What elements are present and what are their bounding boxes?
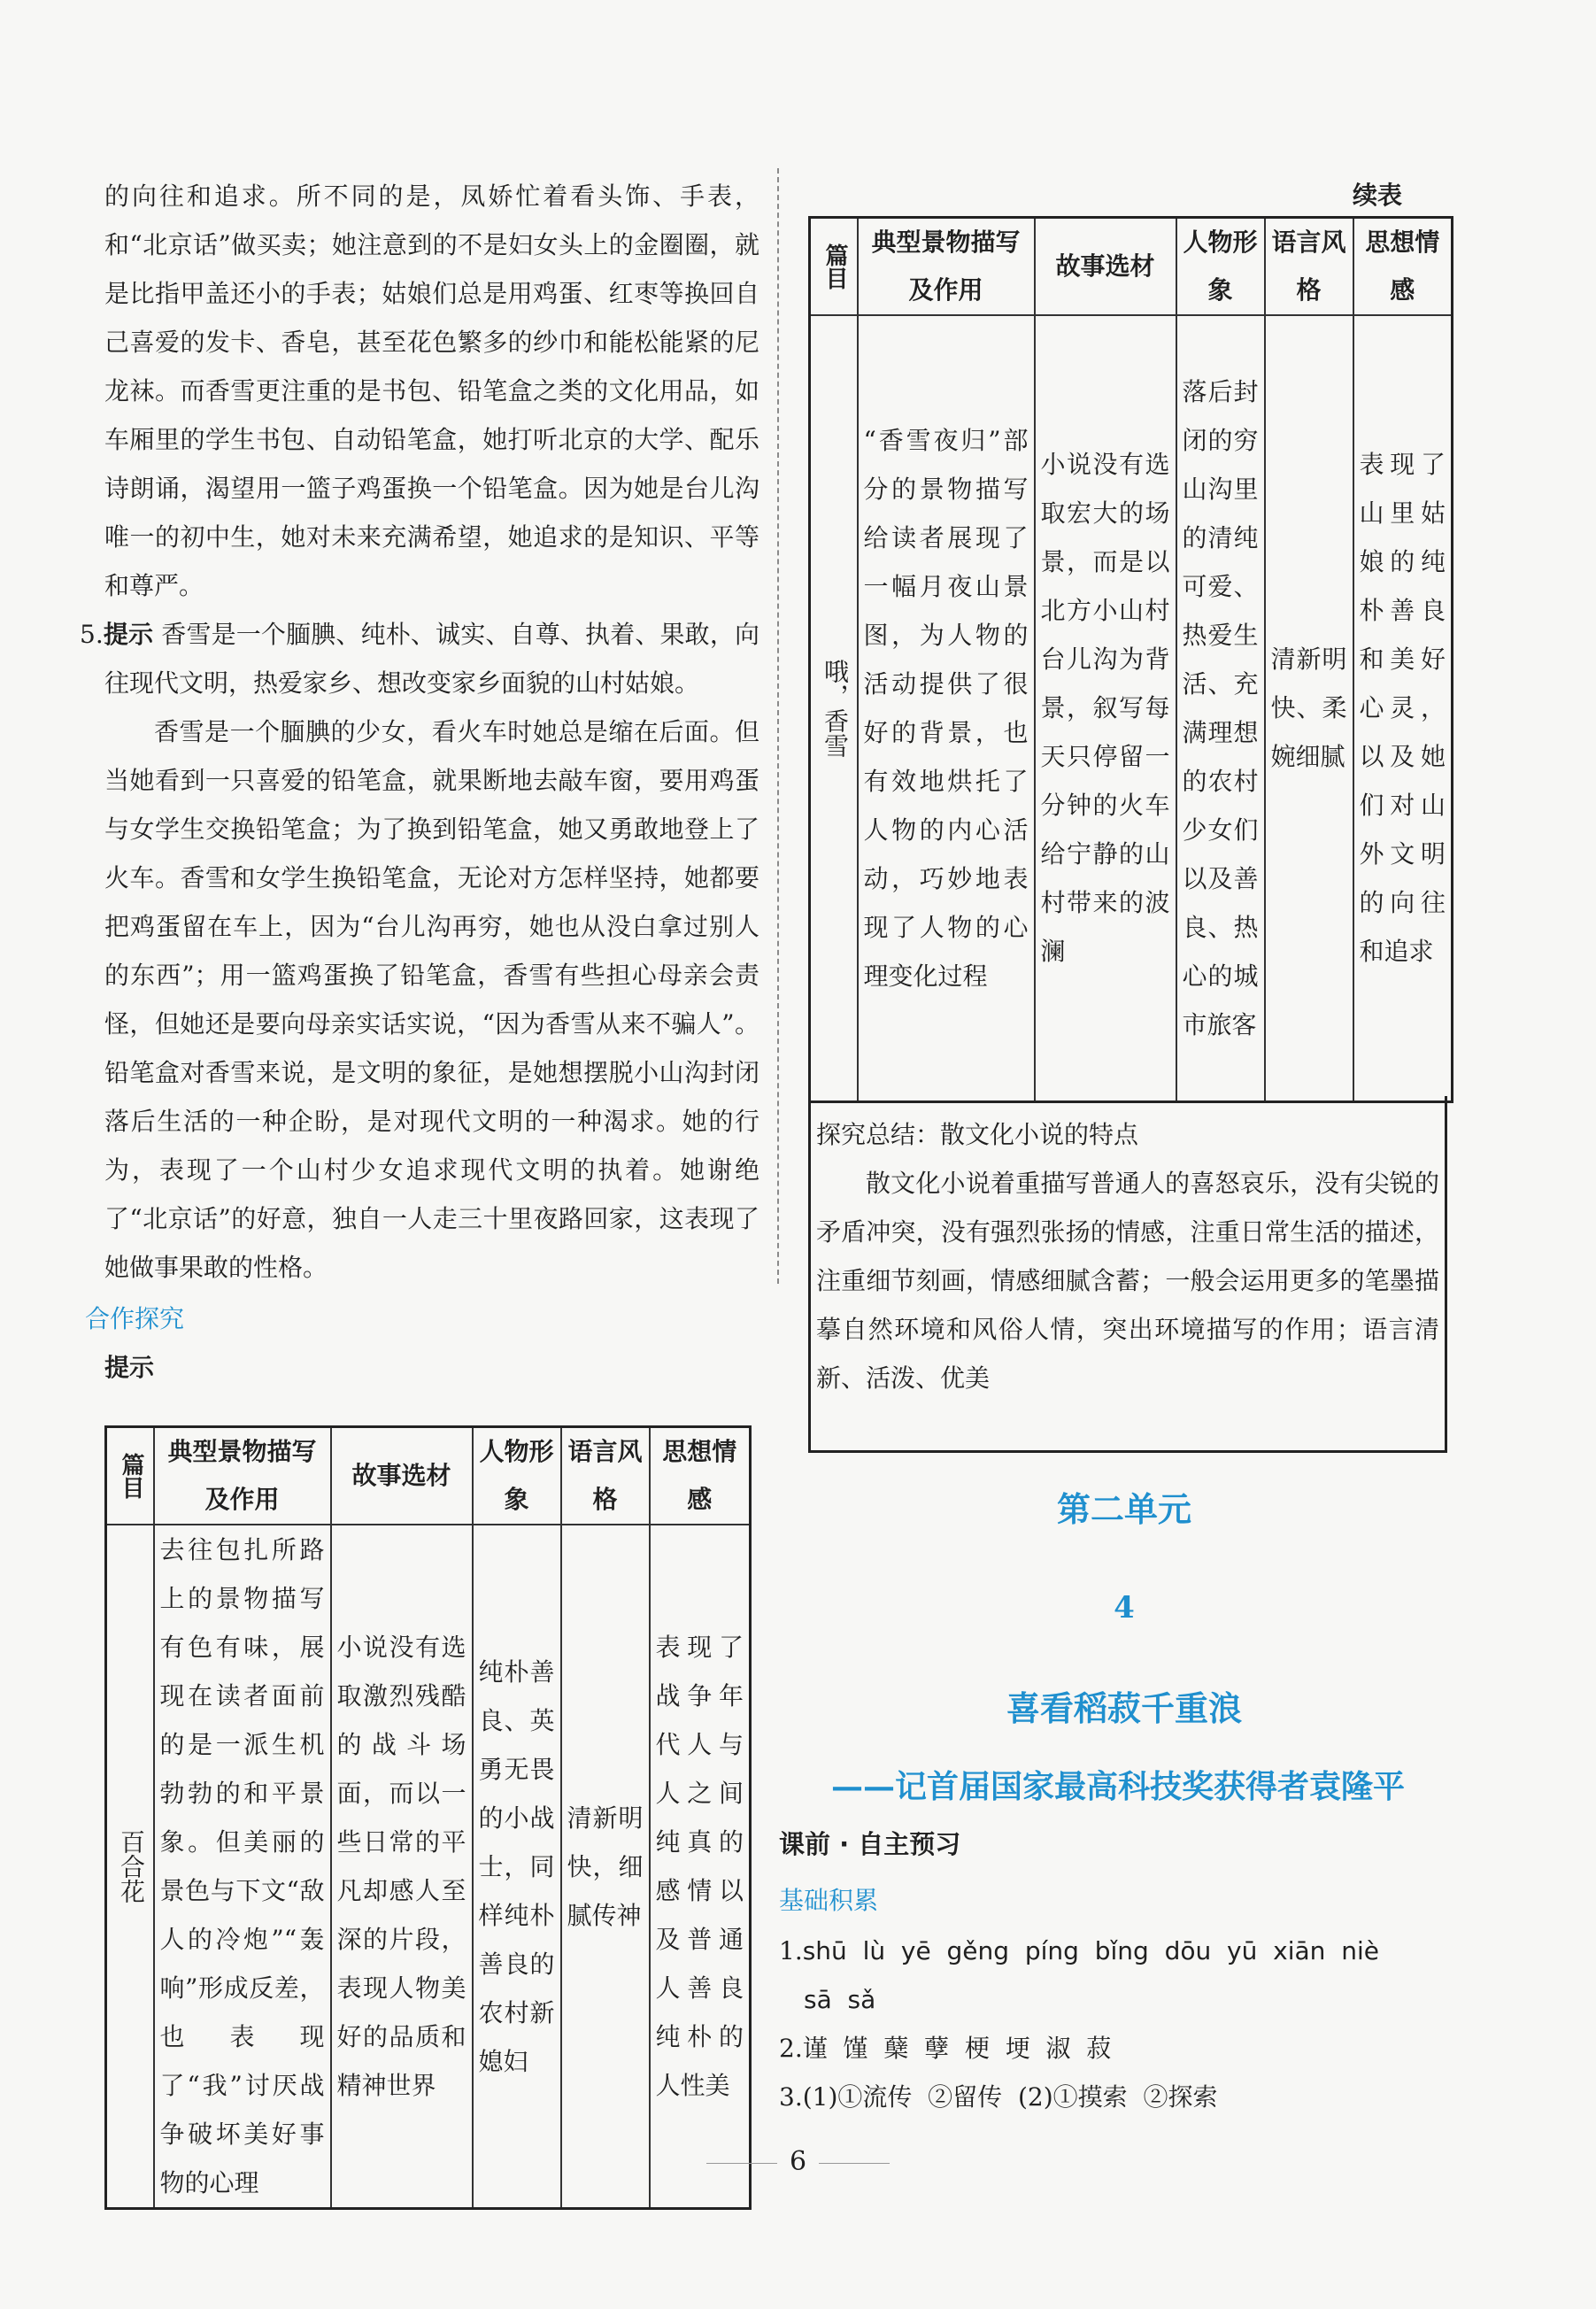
row-title: 百合花 [117,1829,146,1904]
cell-style: 清新明快，细腻传神 [561,1525,650,2209]
page-number-footer [0,2146,1596,2177]
header-emotion: 思想情感 [1353,218,1453,316]
item-text: 香雪是一个腼腆、纯朴、诚实、自尊、执着、果敢，向往现代文明，热爱家乡、想改变家乡面貌的山村姑娘。 [104,620,759,698]
table-row [810,315,1453,1101]
item-number: 5. [80,620,104,649]
section-heading: 课前 · 自主预习 [779,1829,961,1859]
summary-title: 探究总结：散文化小说的特点 [816,1120,1139,1149]
answer-1 [779,1927,1452,1975]
cell-emotion: 表现了战争年代人与人之间纯真的感情以及普通人善良纯朴的人性美 [650,1525,751,2209]
cell-material: 小说没有选取宏大的场景，而是以北方小山村台儿沟为背景，叙写每天只停留一分钟的火车给宁静的山村带来的波澜 [1035,315,1176,1101]
answers [779,1927,1452,2121]
footer-rule [706,2163,777,2164]
answer-2: 2.谨 馑 蘖 孽 梗 埂 淑 菽 [779,2034,1112,2063]
hint-heading: 提示 [104,1353,155,1382]
header-character: 人物形象 [473,1427,561,1525]
left-column [80,172,759,1392]
page-number: 6 [789,2146,807,2177]
pinyin-line: shū lù yē gěng píng bǐng dōu yū xiān niè [802,1936,1379,1965]
header-character: 人物形象 [1176,218,1265,316]
header-scenery: 典型景物描写及作用 [154,1427,331,1525]
column-divider [777,168,779,1284]
paragraph: 香雪是一个腼腆的少女，看火车时她总是缩在后面。但当她看到一只喜爱的铅笔盒，就果断地去敲车窗，要用鸡蛋与女学生交换铅笔盒；为了换到铅笔盒，她又勇敢地登上了火车。香雪和女学生换铅笔盒，无论对方怎样坚持，她都要把鸡蛋留在车上，因为“台儿沟再穷，她也从没白拿过别人的东西”；用一篮鸡蛋换了铅笔盒，香雪有些担心母亲会责怪，但她还是要向母亲实话实说，“因为香雪从来不骗人”。铅笔盒对香雪来说，是文明的象征，是她想摆脱小山沟封闭落后生活的一种企盼，是对现代文明的一种渴求。她的行为，表现了一个山村少女追求现代文明的执着。她谢绝了“北京话”的好意，独自一人走三十里夜路回家，这表现了她做事果敢的性格。 [104,717,759,1282]
table-header-row [810,218,1453,316]
cell-character: 落后封闭的穷山沟里的清纯可爱、热爱生活、充满理想的农村少女们以及善良、热心的城市旅客 [1176,315,1265,1101]
answer-number: 1. [779,1936,803,1965]
continued-label: 续表 [1353,181,1403,210]
lesson-subtitle: ——记首届国家最高科技奖获得者袁隆平 [831,1768,1406,1805]
table-row [106,1525,751,2209]
header-title: 篇目 [821,243,848,290]
pinyin-line: sā sǎ [804,1985,876,2014]
cell-scenery: “香雪夜归”部分的景物描写给读者展现了一幅月夜山景图，为人物的活动提供了很好的背景，也有效地烘托了人物的内心活动，巧妙地表现了人物的心理变化过程 [858,315,1035,1101]
header-scenery: 典型景物描写及作用 [858,218,1035,316]
paragraph: 的向往和追求。所不同的是，凤娇忙着看头饰、手表，和“北京话”做买卖；她注意到的不是妇女头上的金圈圈，就是比指甲盖还小的手表；姑娘们总是用鸡蛋、红枣等换回自己喜爱的发卡、香皂，甚至花色繁多的纱巾和能松能紧的尼龙袜。而香雪更注重的是书包、铅笔盒之类的文化用品，如车厢里的学生书包、自动铅笔盒，她打听北京的大学、配乐诗朗诵，渴望用一篮子鸡蛋换一个铅笔盒。因为她是台儿沟唯一的初中生，她对未来充满希望，她追求的是知识、平等和尊严。 [104,181,759,600]
header-emotion: 思想情感 [650,1427,751,1525]
table-header-row [106,1427,751,1525]
sub-heading: 基础积累 [779,1886,879,1915]
section-heading: 合作探究 [85,1304,185,1333]
header-title: 篇目 [118,1453,144,1499]
summary-text: 散文化小说着重描写普通人的喜怒哀乐，没有尖锐的矛盾冲突，没有强烈张扬的情感，注重日常生活的描述，注重细节刻画，情感细腻含蓄；一般会运用更多的笔墨描摹自然环境和风俗人情，突出环境描写的作用；语言清新、活泼、优美 [816,1169,1439,1393]
left-table [104,1425,752,2210]
header-material: 故事选材 [331,1427,473,1525]
cell-character: 纯朴善良、英勇无畏的小战士，同样纯朴善良的农村新媳妇 [473,1525,561,2209]
answer-3: 3.(1)①流传 ②留传 (2)①摸索 ②探索 [779,2082,1218,2112]
cell-scenery: 去往包扎所路上的景物描写有色有味，展现在读者面前的是一派生机勃勃的和平景象。但美丽的景色与下文“敌人的冷炮”“轰响”形成反差，也表现了“我”讨厌战争破坏美好事物的心理 [154,1525,331,2209]
cell-emotion: 表现了山里姑娘的纯朴善良和美好心灵，以及她们对山外文明的向往和追求 [1353,315,1453,1101]
item-5 [80,610,759,707]
right-table [808,216,1453,1103]
header-material: 故事选材 [1035,218,1176,316]
footer-rule [819,2163,890,2164]
row-title: 哦，香雪 [821,658,850,758]
lesson-title: 喜看稻菽千重浪 [1006,1688,1242,1728]
summary-box [808,1096,1447,1453]
unit-title: 第二单元 [1056,1490,1191,1529]
header-style: 语言风格 [1265,218,1353,316]
cell-material: 小说没有选取激烈残酷的战斗场面，而以一些日常的平凡却感人至深的片段，表现人物美好的品质和精神世界 [331,1525,473,2209]
cell-style: 清新明快、柔婉细腻 [1265,315,1353,1101]
hint-label: 提示 [103,620,154,649]
header-style: 语言风格 [561,1427,650,1525]
lesson-number: 4 [1114,1590,1135,1626]
